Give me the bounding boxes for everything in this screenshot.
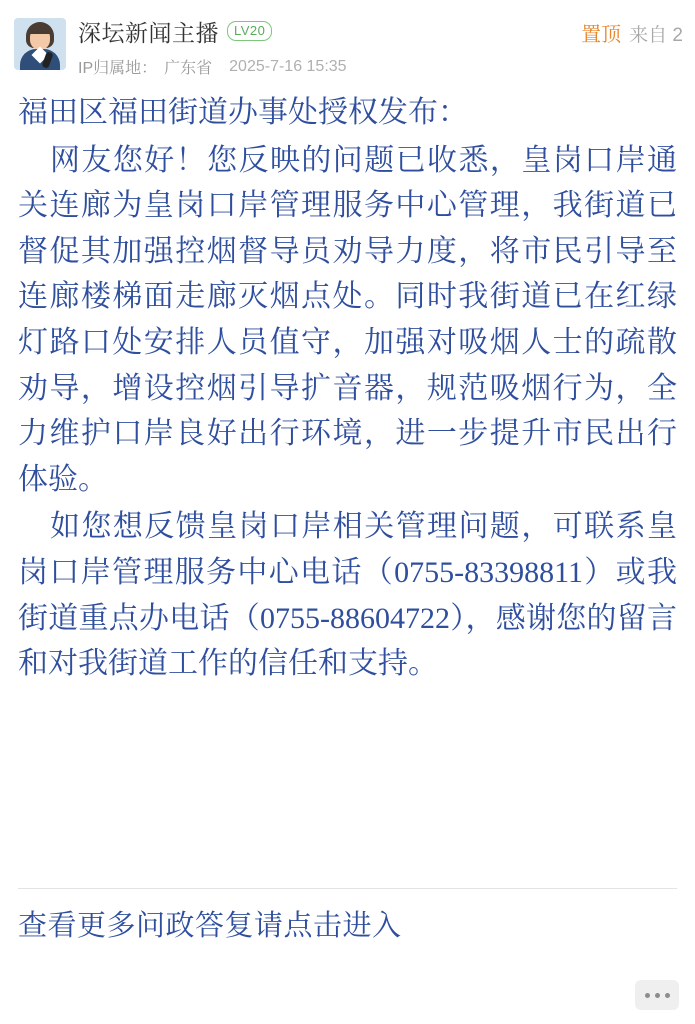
ip-location-label: IP归属地： — [78, 60, 158, 77]
avatar[interactable] — [14, 18, 66, 70]
ellipsis-dot-1 — [645, 993, 650, 998]
pinned-badge: 置顶 — [581, 24, 622, 46]
post-paragraph-2: 如您想反馈皇岗口岸相关管理问题，可联系皇岗口岸管理服务中心电话（0755-83398811）或我街道重点办电话（0755-88604722），感谢您的留言和对我街道工作的信任和支持。 — [18, 510, 677, 681]
post-paragraph-1: 网友您好！您反映的问题已收悉，皇岗口岸通关连廊为皇岗口岸管理服务中心管理，我街道已督促其加强控烟督导员劝导力度，将市民引导至连廊楼梯面走廊灭烟点处。同时我街道已在红绿灯路口处安排人员值守，加强对吸烟人士的疏散劝导，增设控烟引导扩音器，规范吸烟行为，全力维护口岸良好出行环境，进一步提升市民出行体验。 — [18, 143, 677, 496]
post-content — [0, 84, 695, 687]
post-timestamp: 2025-7-16 15:35 — [229, 57, 347, 75]
post-header-right — [581, 18, 683, 47]
post-source: 来自 2 — [629, 25, 683, 46]
avatar-fringe — [28, 25, 52, 34]
ellipsis-dot-3 — [665, 993, 670, 998]
level-badge: LV20 — [227, 21, 272, 41]
post-title: 福田区福田街道办事处授权发布： — [18, 96, 468, 129]
post-meta — [78, 55, 681, 78]
more-replies-link[interactable]: 查看更多问政答复请点击进入 — [18, 910, 402, 942]
ip-location-value: 广东省 — [164, 60, 213, 77]
author-name[interactable]: 深坛新闻主播 — [78, 19, 219, 46]
ellipsis-dot-2 — [655, 993, 660, 998]
ellipsis-icon[interactable] — [635, 980, 679, 1010]
post-header — [0, 0, 695, 84]
footer-divider — [18, 888, 677, 889]
